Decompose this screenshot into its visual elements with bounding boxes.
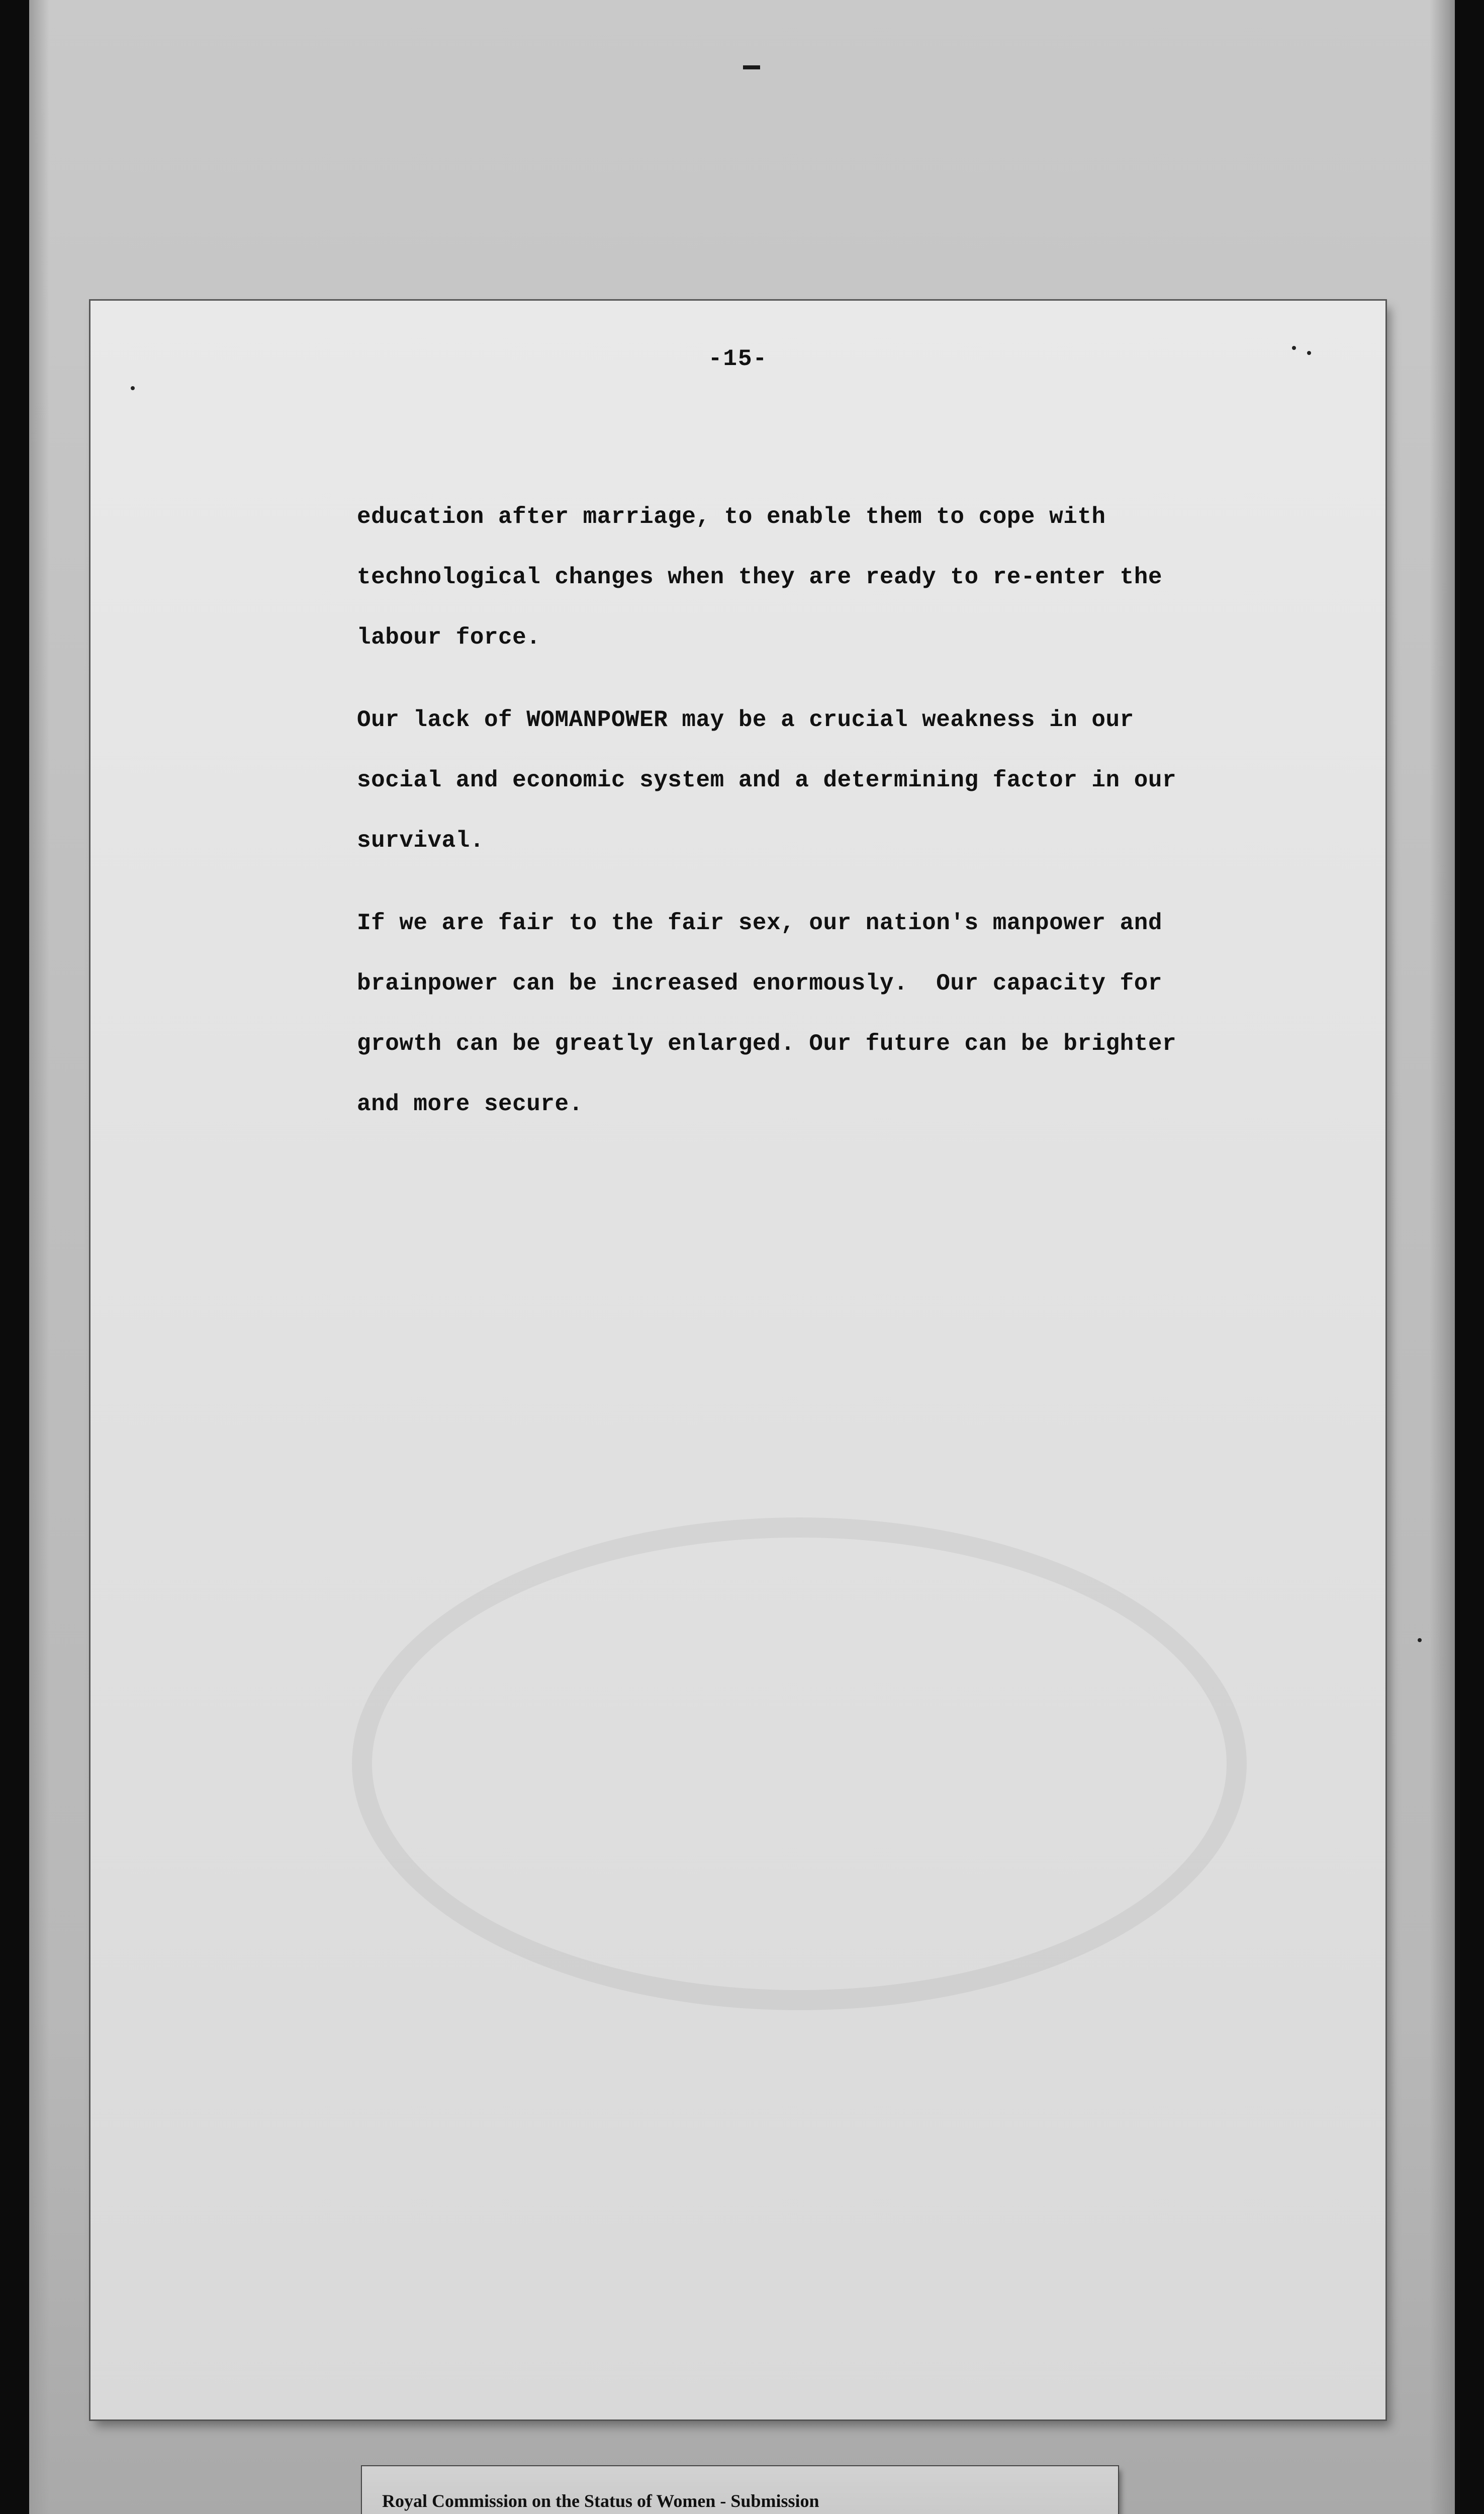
archive-label [362, 2466, 1118, 2514]
dust-speck [1292, 346, 1296, 350]
paragraph-1 [357, 487, 1342, 668]
text-line: labour force. [357, 624, 541, 651]
backing-shadow-right [1430, 0, 1455, 2514]
text-line: brainpower can be increased enormously. Our capacity for [357, 970, 1162, 997]
backing-shadow-left [29, 0, 49, 2514]
dust-speck [1418, 1638, 1422, 1642]
frame-tick-mark [743, 65, 760, 69]
paragraph-3 [357, 893, 1342, 1134]
body-text [357, 487, 1342, 1156]
text-line: education after marriage, to enable them to cope with [357, 504, 1106, 530]
text-line: social and economic system and a determining factor in our [357, 767, 1177, 793]
paragraph-2 [357, 690, 1342, 871]
text-line: and more secure. [357, 1091, 583, 1117]
dust-speck [131, 386, 135, 390]
text-line: technological changes when they are ready to re-enter the [357, 564, 1162, 590]
text-line: If we are fair to the fair sex, our nation's manpower and [357, 910, 1162, 936]
dust-speck [1307, 351, 1311, 355]
faded-watermark [352, 1517, 1247, 2010]
text-line: survival. [357, 828, 484, 854]
page-number: -15- [708, 346, 768, 372]
text-line: growth can be greatly enlarged. Our future can be brighter [357, 1031, 1177, 1057]
document-page [90, 301, 1385, 2419]
text-line: Our lack of WOMANPOWER may be a crucial weakness in our [357, 707, 1134, 733]
archive-label-title: Royal Commission on the Status of Women - Submission [382, 2491, 819, 2511]
